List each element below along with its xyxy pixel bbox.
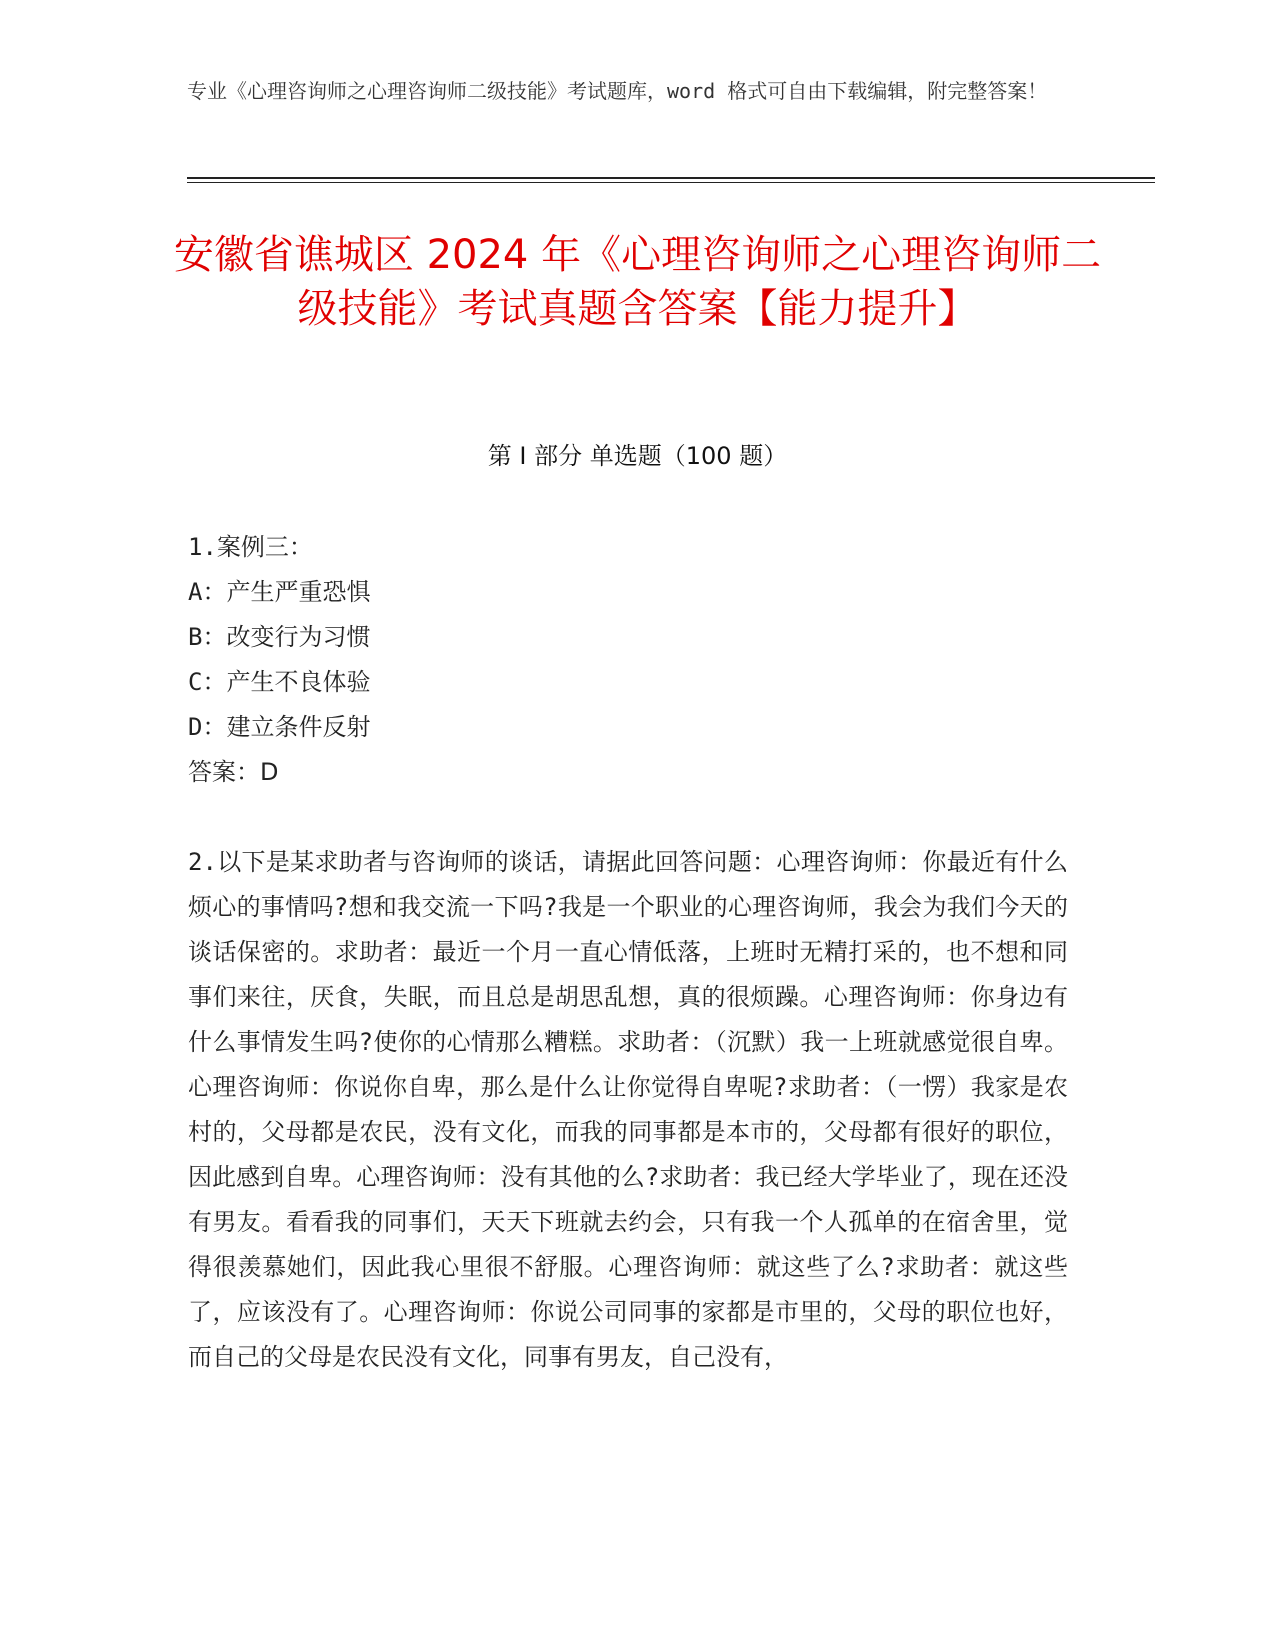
question-1-stem: 1.案例三：	[188, 533, 313, 561]
header-note: 专业《心理咨询师之心理咨询师二级技能》考试题库，word 格式可自由下载编辑，附完整答案！	[187, 79, 1048, 103]
question-1	[188, 525, 1068, 795]
document-title: 安徽省谯城区 2024 年《心理咨询师之心理咨询师二级技能》考试真题含答案【能力提升】	[173, 232, 1102, 332]
header-divider-thin	[187, 182, 1155, 183]
header-divider-thick	[187, 177, 1155, 179]
question-1-option-a: A：产生严重恐惧	[188, 578, 371, 606]
question-1-answer: 答案：D	[188, 758, 279, 786]
section-heading: 第 I 部分 单选题（100 题）	[487, 442, 788, 470]
question-2-text: 2.以下是某求助者与咨询师的谈话，请据此回答问题：心理咨询师：你最近有什么烦心的事情吗?想和我交流一下吗?我是一个职业的心理咨询师，我会为我们今天的谈话保密的。求助者：最近一个月一直心情低落，上班时无精打采的，也不想和同事们来往，厌食，失眠，而且总是胡思乱想，真的很烦躁。心理咨询师：你身边有什么事情发生吗?使你的心情那么糟糕。求助者：（沉默）我一上班就感觉很自卑。心理咨询师：你说你自卑，那么是什么让你觉得自卑呢?求助者：（一愣）我家是农村的，父母都是农民，没有文化，而我的同事都是本市的，父母都有很好的职位，因此感到自卑。心理咨询师：没有其他的么?求助者：我已经大学毕业了，现在还没有男友。看看我的同事们，天天下班就去约会，只有我一个人孤单的在宿舍里，觉得很羡慕她们，因此我心里很不舒服。心理咨询师：就这些了么?求助者：就这些了，应该没有了。心理咨询师：你说公司同事的家都是市里的，父母的职位也好，而自己的父母是农民没有文化，同事有男友，自己没有，	[188, 848, 1068, 1371]
question-1-option-c: C：产生不良体验	[188, 668, 371, 696]
question-1-option-d: D：建立条件反射	[188, 713, 371, 741]
question-1-option-b: B：改变行为习惯	[188, 623, 371, 651]
